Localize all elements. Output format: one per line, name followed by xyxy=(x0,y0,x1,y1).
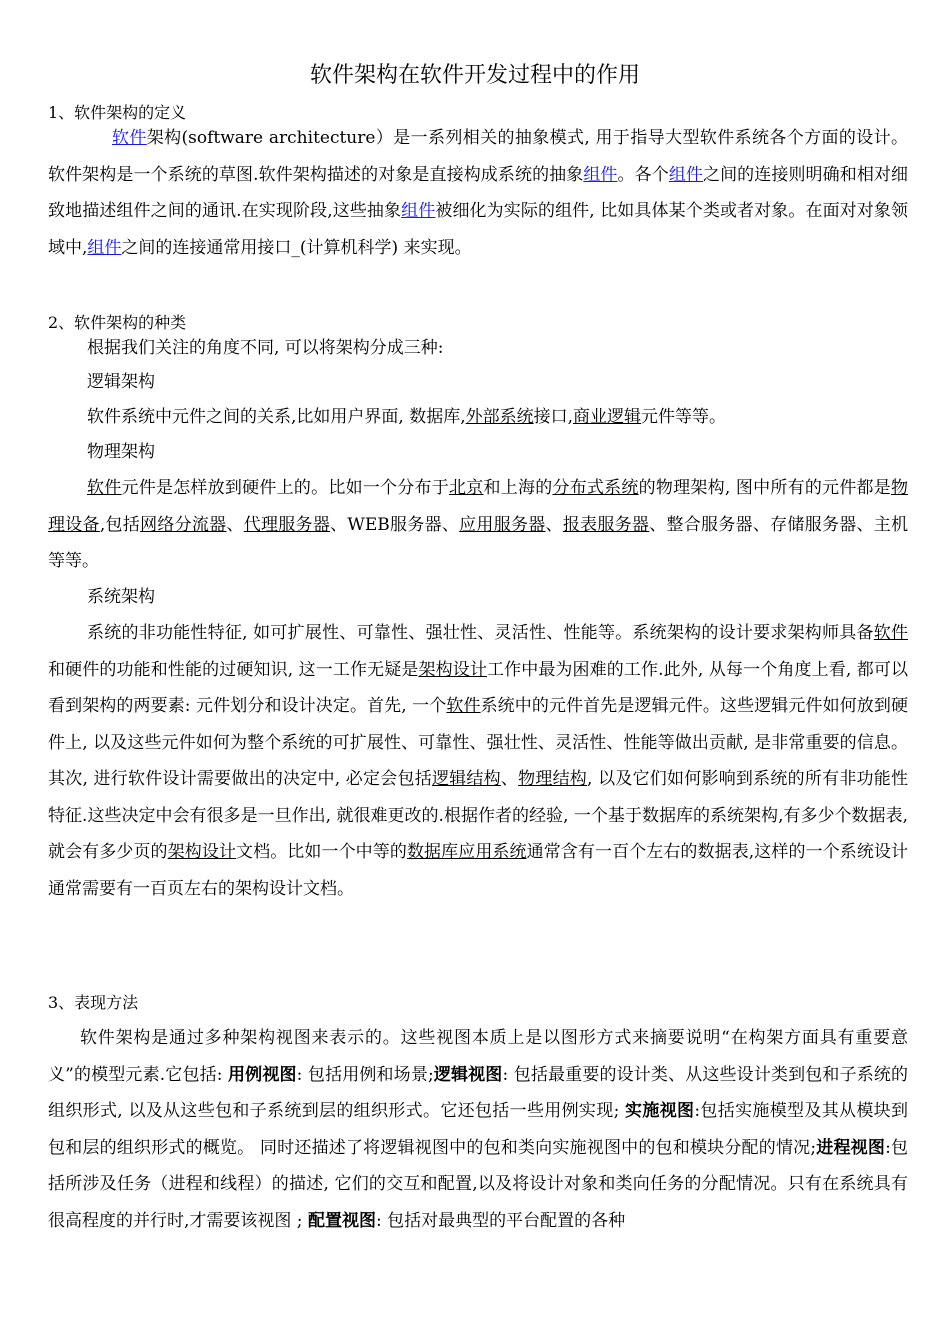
section-1-heading: 1、软件架构的定义 xyxy=(48,103,187,122)
term-external-system: 外部系统 xyxy=(465,407,534,427)
section-1-paragraph: 软件架构(software architecture）是一系列相关的抽象模式, 用于指导大型软件系统各个方面的设计。软件架构是一个系统的草图.软件架构描述的对象是直接构成系统的抽象组件。各个组件之间的连接则明确和相对细致地描述组件之间的通讯.在实现阶段,这些抽象组件被细化为实际的组件, 比如具体某个类或者对象。在面对对象领域中,组件之间的连接通常用接口_(计算机科学) 来实现。 xyxy=(48,128,909,258)
link-component[interactable]: 组件 xyxy=(401,201,436,221)
link-component[interactable]: 组件 xyxy=(583,164,618,185)
link-component[interactable]: 组件 xyxy=(668,164,703,185)
section-3-heading: 3、表现方法 xyxy=(48,993,139,1012)
system-architecture-title: 系统架构 xyxy=(87,587,155,607)
physical-architecture-title: 物理架构 xyxy=(87,442,155,462)
physical-architecture-text: 软件元件是怎样放到硬件上的。比如一个分布于北京和上海的分布式系统的物理架构, 图中所有的元件都是物理设备,包括网络分流器、代理服务器、WEB服务器、应用服务器、报表服务器、整合服务器、存储服务器、主机等等。 xyxy=(48,478,909,571)
system-architecture-text: 系统的非功能性特征, 如可扩展性、可靠性、强壮性、灵活性、性能等。系统架构的设计要求架构师具备软件和硬件的功能和性能的过硬知识, 这一工作无疑是架构设计工作中最为困难的工作.此外, 从每一个角度上看, 都可以看到架构的两要素: 元件划分和设计决定。首先, 一个软件系统中的元件首先是逻辑元件。这些逻辑元件如何放到硬件上, 以及这些元件如何为整个系统的可扩展性、可靠性、强壮性、灵活性、性能等做出贡献, 是非常重要的信息。其次, 进行软件设计需要做出的决定中, 必定会包括逻辑结构、物理结构, 以及它们如何影响到系统的所有非功能性特征.这些决定中会有很多是一旦作出, 就很难更改的.根据作者的经验, 一个基于数据库的系统架构,有多少个数据表,就会有多少页的架构设计文档。比如一个中等的数据库应用系统通常含有一百个左右的数据表,这样的一个系统设计通常需要有一百页左右的架构设计文档。 xyxy=(48,623,909,899)
link-component[interactable]: 组件 xyxy=(87,237,122,258)
link-software[interactable]: 软件 xyxy=(112,128,147,148)
document-title: 软件架构在软件开发过程中的作用 xyxy=(309,63,640,88)
logic-architecture-text: 软件系统中元件之间的关系,比如用户界面, 数据库,外部系统接口,商业逻辑元件等等。 xyxy=(87,407,727,427)
logic-architecture-title: 逻辑架构 xyxy=(87,372,155,392)
term-business-logic: 商业逻辑 xyxy=(573,407,642,427)
section-3-paragraph: 软件架构是通过多种架构视图来表示的。这些视图本质上是以图形方式来摘要说明“在构架方面具有重要意义”的模型元素.它包括: 用例视图: 包括用例和场景;逻辑视图: 包括最重要的设计类、从这些设计类到包和子系统的组织形式, 以及从这些包和子系统到层的组织形式。它还包括一些用例实现; 实施视图:包括实施模型及其从模块到包和层的组织形式的概览。 同时还描述了将逻辑视图中的包和类向实施视图中的包和模块分配的情况;进程视图:包括所涉及任务（进程和线程）的描述, 它们的交互和配置,以及将设计对象和类向任务的分配情况。只有在系统具有很高程度的并行时,才需要该视图 ; 配置视图: 包括对最典型的平台配置的各种 xyxy=(48,1028,909,1231)
section-2-heading: 2、软件架构的种类 xyxy=(48,313,187,332)
section-2-intro: 根据我们关注的角度不同, 可以将架构分成三种: xyxy=(87,338,444,358)
